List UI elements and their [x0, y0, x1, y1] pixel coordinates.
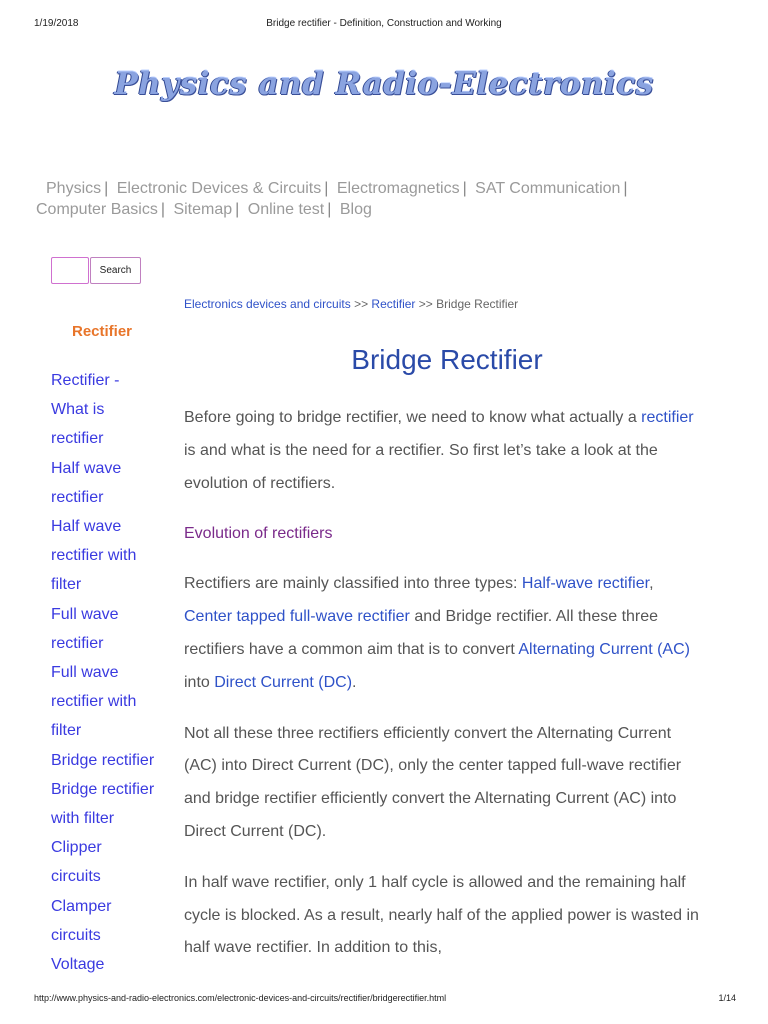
nav-electromagnetics[interactable]: Electromagnetics — [336, 180, 460, 197]
sidebar-item-full-wave-rectifier[interactable]: Full wave — [51, 605, 119, 623]
sidebar-item-half-wave-filter[interactable]: filter — [51, 576, 82, 594]
text: and Bridge rectifier. All these three rectifiers have a common aim that is to convert — [184, 608, 659, 658]
breadcrumb-rectifier[interactable]: Rectifier — [371, 297, 416, 311]
link-center-tapped[interactable]: Center tapped full-wave rectifier — [184, 608, 410, 626]
print-url: http://www.physics-and-radio-electronics.com/electronic-devices-and-circuits/rectifier/bridgerectifier.html — [34, 993, 447, 1003]
top-navigation — [36, 178, 696, 220]
sidebar-heading: Rectifier — [72, 323, 133, 340]
sidebar-item-bridge-rectifier-filter[interactable]: with filter — [51, 810, 115, 828]
sidebar-item-clipper-circuits[interactable]: circuits — [51, 868, 101, 886]
nav-separator: | — [327, 201, 332, 218]
breadcrumb-separator: >> — [350, 297, 372, 311]
sidebar-item-what-is-rectifier[interactable]: Rectifier - — [51, 372, 120, 389]
breadcrumb-electronics[interactable]: Electronics devices and circuits — [184, 297, 351, 311]
sidebar-item-bridge-rectifier-filter[interactable]: Bridge rectifier — [51, 780, 155, 798]
sidebar-item-voltage[interactable]: Voltage — [51, 956, 105, 974]
search-button[interactable]: Search — [90, 257, 141, 284]
nav-physics[interactable]: Physics — [46, 180, 102, 197]
sidebar-item-half-wave-filter[interactable]: Half wave — [51, 518, 122, 536]
sidebar-item-clamper-circuits[interactable]: circuits — [51, 926, 101, 944]
text: is and what is the need for a rectifier. So first let’s take a look at the evolution of rectifiers. — [184, 441, 658, 492]
sidebar-item-full-wave-filter[interactable]: rectifier with — [51, 693, 137, 711]
search-input[interactable] — [51, 257, 89, 284]
text: , — [649, 575, 654, 593]
sidebar-item-full-wave-filter[interactable]: Full wave — [51, 664, 119, 682]
nav-electronic-devices[interactable]: Electronic Devices & Circuits — [116, 180, 322, 197]
text: . — [352, 673, 357, 691]
print-page-number: 1/14 — [718, 993, 736, 1003]
sidebar-menu — [51, 366, 166, 979]
page-title: Bridge Rectifier — [351, 344, 543, 375]
text: into — [184, 673, 215, 691]
breadcrumb-current: Bridge Rectifier — [436, 297, 519, 311]
nav-separator: | — [235, 201, 240, 218]
text: Rectifiers are mainly classified into three types: — [184, 575, 522, 593]
nav-blog[interactable]: Blog — [339, 201, 372, 218]
half-wave-paragraph: In half wave rectifier, only 1 half cycle is allowed and the remaining half cycle is blocked. As a result, nearly half of the applied power is wasted in half wave rectifier. In addition to this, — [184, 873, 699, 957]
sidebar-item-what-is-rectifier[interactable]: rectifier — [51, 430, 104, 448]
sidebar-item-clamper-circuits[interactable]: Clamper — [51, 897, 112, 915]
types-paragraph — [184, 568, 704, 699]
nav-separator: | — [324, 180, 329, 197]
text: Before going to bridge rectifier, we need to know what actually a — [184, 409, 637, 426]
article-content — [184, 402, 704, 965]
sidebar-item-full-wave-filter[interactable]: filter — [51, 722, 82, 740]
sidebar-item-half-wave-rectifier[interactable]: rectifier — [51, 488, 104, 506]
sidebar-item-full-wave-rectifier[interactable]: rectifier — [51, 634, 104, 652]
sidebar-item-bridge-rectifier[interactable]: Bridge rectifier — [51, 751, 155, 769]
link-half-wave-rectifier[interactable]: Half-wave rectifier — [521, 575, 650, 593]
nav-online-test[interactable]: Online test — [247, 201, 325, 218]
nav-computer-basics[interactable]: Computer Basics — [36, 201, 158, 218]
breadcrumb — [184, 297, 518, 311]
sidebar-item-half-wave-filter[interactable]: rectifier with — [51, 547, 137, 565]
intro-paragraph — [184, 402, 704, 500]
print-title: Bridge rectifier - Definition, Construction and Working — [266, 18, 502, 29]
nav-separator: | — [623, 180, 628, 197]
link-dc[interactable]: Direct Current (DC) — [214, 673, 353, 691]
sidebar-item-half-wave-rectifier[interactable]: Half wave — [51, 459, 122, 477]
nav-sitemap[interactable]: Sitemap — [173, 201, 233, 218]
section-heading: Evolution of rectifiers — [184, 525, 333, 543]
nav-separator: | — [462, 180, 467, 197]
nav-sat-communication[interactable]: SAT Communication — [475, 180, 621, 197]
site-logo[interactable]: Physics and Radio-Electronics — [114, 66, 654, 102]
sidebar-item-what-is-rectifier[interactable]: What is — [51, 401, 105, 419]
link-rectifier[interactable]: rectifier — [641, 409, 694, 426]
nav-separator: | — [104, 180, 109, 197]
nav-separator: | — [160, 201, 165, 218]
print-date: 1/19/2018 — [34, 18, 79, 29]
sidebar-item-clipper-circuits[interactable]: Clipper — [51, 839, 102, 857]
breadcrumb-separator: >> — [415, 297, 437, 311]
link-ac[interactable]: Alternating Current (AC) — [518, 640, 690, 658]
efficiency-paragraph: Not all these three rectifiers efficiently convert the Alternating Current (AC) into Direct Current (DC), only the center tapped full-wave rectifier and bridge rectifier efficiently convert the Alternating Current (AC) into Direct Current (DC). — [184, 724, 682, 840]
